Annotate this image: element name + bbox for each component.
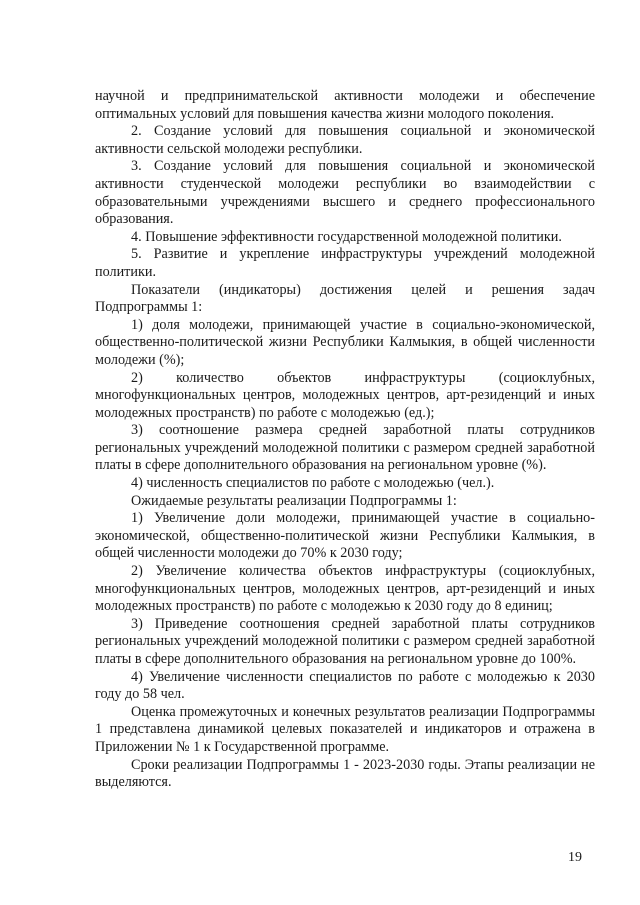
- paragraph-result-3: 3) Приведение соотношения средней заработной платы сотрудников региональных учреждений молодежной политики с размером средней заработной платы в сфере дополнительного образования на региональном уровне до 100%.: [95, 615, 595, 667]
- paragraph-result-1: 1) Увеличение доли молодежи, принимающей участие в социально-экономической, общественно-политической жизни Республики Калмыкия, в общей численности молодежи до 70% к 2030 году;: [95, 510, 595, 562]
- paragraph-task-3: 3. Создание условий для повышения социальной и экономической активности студенческой молодежи республики во взаимодействии с образовательными учреждениями высшего и среднего профессионального образования.: [95, 158, 595, 228]
- paragraph-task-5: 5. Развитие и укрепление инфраструктуры учреждений молодежной политики.: [95, 246, 595, 280]
- paragraph-task-2: 2. Создание условий для повышения социальной и экономической активности сельской молодежи республики.: [95, 123, 595, 157]
- paragraph-continuation: научной и предпринимательской активности молодежи и обеспечение оптимальных условий для повышения качества жизни молодого поколения.: [95, 88, 595, 122]
- paragraph-timeline: Сроки реализации Подпрограммы 1 - 2023-2030 годы. Этапы реализации не выделяются.: [95, 756, 595, 791]
- paragraph-indicator-3: 3) соотношение размера средней заработной платы сотрудников региональных учреждений молодежной политики с размером средней заработной платы в сфере дополнительного образования на региональном уровне (%).: [95, 422, 595, 474]
- document-body: [95, 88, 595, 792]
- paragraph-results-heading: Ожидаемые результаты реализации Подпрограммы 1:: [131, 492, 457, 509]
- paragraph-task-4: 4. Повышение эффективности государственной молодежной политики.: [131, 228, 562, 245]
- paragraph-result-4: 4) Увеличение численности специалистов по работе с молодежью к 2030 году до 58 чел.: [95, 668, 595, 703]
- paragraph-indicators-heading: Показатели (индикаторы) достижения целей и решения задач Подпрограммы 1:: [95, 281, 595, 316]
- paragraph-indicator-1: 1) доля молодежи, принимающей участие в социально-экономической, общественно-политической жизни Республики Калмыкия, в общей численности молодежи (%);: [95, 316, 595, 368]
- paragraph-indicator-2: 2) количество объектов инфраструктуры (социоклубных, многофункциональных центров, молодежных центров, арт-резиденций и иных молодежных пространств) по работе с молодежью (ед.);: [95, 369, 595, 421]
- paragraph-indicator-4: 4) численность специалистов по работе с молодежью (чел.).: [131, 475, 495, 492]
- page-number: 19: [568, 850, 582, 865]
- paragraph-result-2: 2) Увеличение количества объектов инфраструктуры (социоклубных, многофункциональных центров, молодежных центров, арт-резиденций и иных молодежных пространств) по работе с молодежью к 2030 году до 8 единиц;: [95, 563, 595, 615]
- paragraph-evaluation: Оценка промежуточных и конечных результатов реализации Подпрограммы 1 представлена динамикой целевых показателей и индикаторов и отражена в Приложении № 1 к Государственной программе.: [95, 703, 595, 755]
